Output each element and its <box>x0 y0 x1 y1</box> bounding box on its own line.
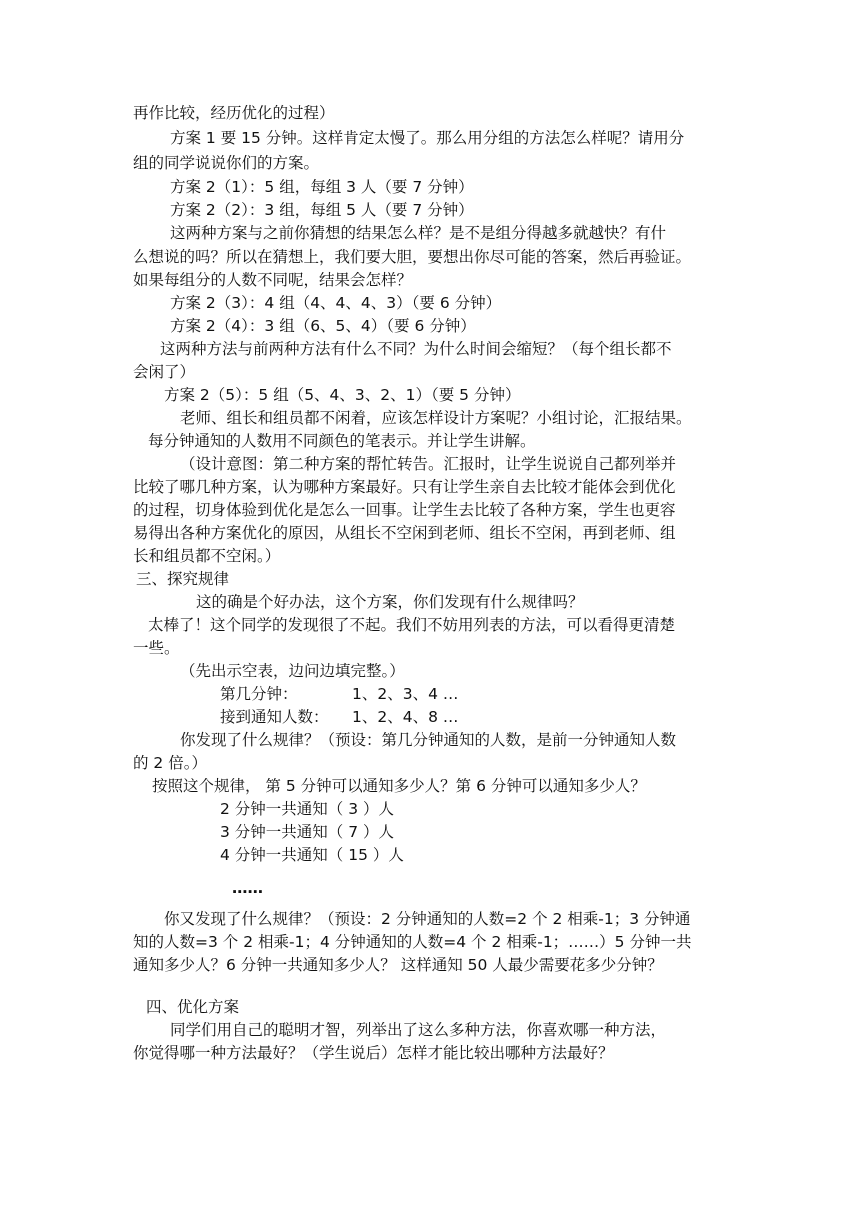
text-line: 老师、组长和组员都不闲着，应该怎样设计方案呢？小组讨论，汇报结果。 <box>180 409 692 427</box>
text-line: 方案 2（5）：5 组（5、4、3、2、1）（要 5 分钟） <box>164 386 521 404</box>
section-heading: 三、探究规律 <box>136 570 230 588</box>
text-line: 你又发现了什么规律？（预设：2 分钟通知的人数=2 个 2 相乘-1；3 分钟通 <box>164 910 691 928</box>
text-line: 方案 2（1）：5 组，每组 3 人（要 7 分钟） <box>170 178 474 196</box>
text-line: 通知多少人？6 分钟一共通知多少人？ 这样通知 50 人最少需要花多少分钟？ <box>133 956 663 974</box>
text-line: 会闲了） <box>133 363 196 381</box>
text-line: 再作比较，经历优化的过程） <box>133 104 335 122</box>
text-line: 这两种方案与之前你猜想的结果怎么样？是不是组分得越多就越快？有什 <box>170 224 667 242</box>
text-line: 么想说的吗？所以在猜想上，我们要大胆，要想出你尽可能的答案，然后再验证。 <box>133 248 692 266</box>
text-line: 这两种方法与前两种方法有什么不同？为什么时间会缩短？（每个组长都不 <box>160 340 672 358</box>
text-line: 方案 2（3）：4 组（4、4、4、3）（要 6 分钟） <box>170 294 502 312</box>
text-line: 3 分钟一共通知（ 7 ）人 <box>220 823 395 841</box>
text-line: 比较了哪几种方案，认为哪种方案最好。只有让学生亲自去比较才能体会到优化 <box>133 478 676 496</box>
text-line: 2 分钟一共通知（ 3 ）人 <box>220 800 395 818</box>
table-values-people: 1、2、4、8 … <box>352 708 459 726</box>
table-label-people: 接到通知人数： <box>220 708 329 726</box>
text-line: 长和组员都不空闲。） <box>133 547 281 565</box>
text-line: 的过程，切身体验到优化是怎么一回事。让学生去比较了各种方案，学生也更容 <box>133 501 676 519</box>
text-line: （设计意图：第二种方案的帮忙转告。汇报时，让学生说说自己都列举并 <box>180 455 677 473</box>
text-line: 方案 2（2）：3 组，每组 5 人（要 7 分钟） <box>170 201 474 219</box>
text-line: 方案 1 要 15 分钟。这样肯定太慢了。那么用分组的方法怎么样呢？请用分 <box>170 129 685 147</box>
text-line: 的 2 倍。） <box>133 754 207 772</box>
ellipsis: …… <box>232 879 263 897</box>
text-line: 你觉得哪一种方法最好？（学生说后）怎样才能比较出哪种方法最好？ <box>133 1044 614 1062</box>
table-label-minute: 第几分钟： <box>220 685 298 703</box>
text-line: 按照这个规律， 第 5 分钟可以通知多少人？第 6 分钟可以通知多少人？ <box>152 777 646 795</box>
text-line: 同学们用自己的聪明才智，列举出了这么多种方法，你喜欢哪一种方法， <box>170 1021 667 1039</box>
text-line: 如果每组分的人数不同呢，结果会怎样？ <box>133 271 413 289</box>
text-line: 4 分钟一共通知（ 15 ）人 <box>220 846 404 864</box>
text-line: 每分钟通知的人数用不同颜色的笔表示。并让学生讲解。 <box>148 432 536 450</box>
section-heading: 四、优化方案 <box>146 998 240 1016</box>
text-line: 你发现了什么规律？（预设：第几分钟通知的人数，是前一分钟通知人数 <box>180 731 677 749</box>
text-line: 组的同学说说你们的方案。 <box>133 154 320 172</box>
table-values-minute: 1、2、3、4 … <box>352 685 459 703</box>
text-line: 这的确是个好办法，这个方案，你们发现有什么规律吗？ <box>196 593 584 611</box>
text-line: 知的人数=3 个 2 相乘-1；4 分钟通知的人数=4 个 2 相乘-1；……）5 分钟一共 <box>133 933 692 951</box>
text-line: （先出示空表，边问边填完整。） <box>180 662 405 680</box>
text-line: 方案 2（4）：3 组（6、5、4）（要 6 分钟） <box>170 317 476 335</box>
text-line: 易得出各种方案优化的原因，从组长不空闲到老师、组长不空闲，再到老师、组 <box>133 524 676 542</box>
text-line: 太棒了！这个同学的发现很了不起。我们不妨用列表的方法，可以看得更清楚 <box>148 616 676 634</box>
text-line: 一些。 <box>133 639 180 657</box>
